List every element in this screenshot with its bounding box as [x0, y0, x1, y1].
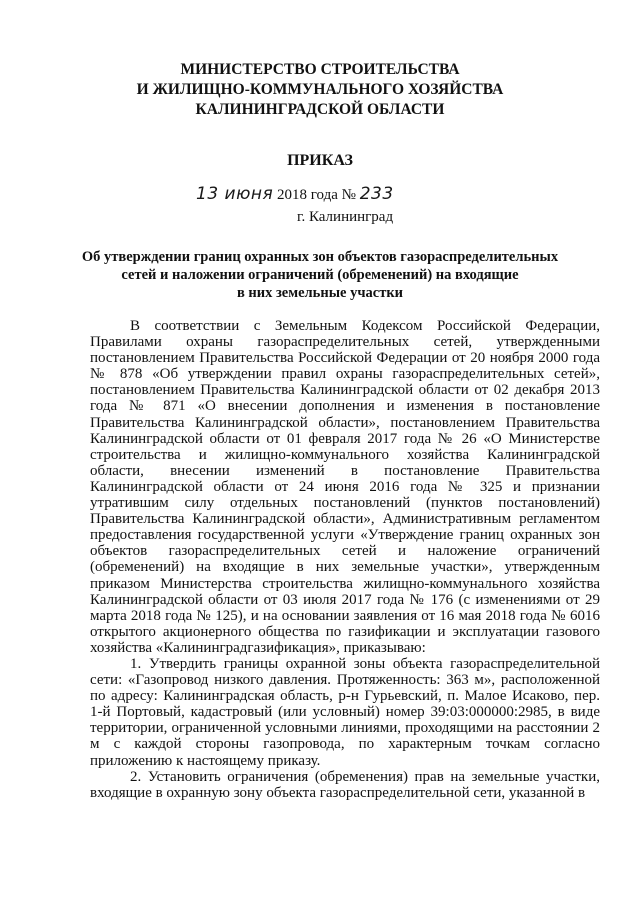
order-title: ПРИКАЗ	[287, 152, 353, 169]
order-item-2: 2. Установить ограничения (обременения) прав на земельные участки, входящие в охранную зону объекта газораспределительной сети, указанной в	[90, 768, 600, 801]
order-item-1: 1. Утвердить границы охранной зоны объекта газораспределительной сети: «Газопровод низкого давления. Протяженность: 363 м», расположенной по адресу: Калининградская область, р-н Гурьевский, п. Малое Исаково, пер. 1-й Портовый, кадастровый (или условный) номер 39:03:000000:2985, в виде территории, ограниченной условными линиями, проходящими на расстоянии 2 м с каждой стороны газопровода, по характерным точкам согласно приложению к настоящему приказу.	[90, 655, 600, 769]
order-subject	[0, 248, 640, 302]
header-line-3: КАЛИНИНГРАДСКОЙ ОБЛАСТИ	[195, 101, 445, 118]
handwritten-order-number: 233	[359, 184, 394, 204]
header-line-2: И ЖИЛИЩНО-КОММУНАЛЬНОГО ХОЗЯЙСТВА	[136, 81, 504, 98]
header-line-1: МИНИСТЕРСТВО СТРОИТЕЛЬСТВА	[180, 61, 460, 78]
preamble-paragraph: В соответствии с Земельным Кодексом Российской Федерации, Правилами охраны газораспределительных сетей, утвержденными постановлением Правительства Российской Федерации от 20 ноября 2000 года № 878 «Об утверждении правил охраны газораспределительных сетей», постановлением Правительства Калининградской области от 02 декабря 2013 года № 871 «О внесении дополнения и изменения в постановление Правительства Калининградской области», постановлением Правительства Калининградской области от 01 февраля 2017 года № 26 «О Министерстве строительства и жилищно-коммунального хозяйства Калининградской области, внесении изменений в постановление Правительства Калининградской области от 24 июня 2016 года № 325 и признании утратившим силу отдельных постановлений (пунктов постановлений) Правительства Калининградской области», Административным регламентом предоставления государственной услуги «Утверждение границ охранных зон объектов газораспределительных сетей и наложение ограничений (обременений) на входящие в них земельные участки», утвержденным приказом Министерства строительства жилищно-коммунального хозяйства Калининградской области от 03 июля 2017 года № 176 (с изменениями от 29 марта 2018 года № 125), и на основании заявления от 16 мая 2018 года № 6016 открытого акционерного общества по газификации и эксплуатации газового хозяйства «Калининградгазификация», приказываю:	[90, 318, 600, 656]
subject-line-1: Об утверждении границ охранных зон объектов газораспределительных	[81, 249, 559, 265]
subject-line-2: сетей и наложении ограничений (обременений) на входящие	[121, 267, 519, 283]
subject-line-3: в них земельные участки	[236, 285, 404, 301]
ministry-header	[0, 60, 640, 120]
handwritten-date: 13 июня	[196, 184, 274, 204]
order-city: г. Калининград	[297, 209, 394, 225]
order-date-line	[196, 184, 394, 204]
order-body	[90, 318, 600, 801]
printed-date-suffix: 2018 года №	[277, 187, 356, 203]
